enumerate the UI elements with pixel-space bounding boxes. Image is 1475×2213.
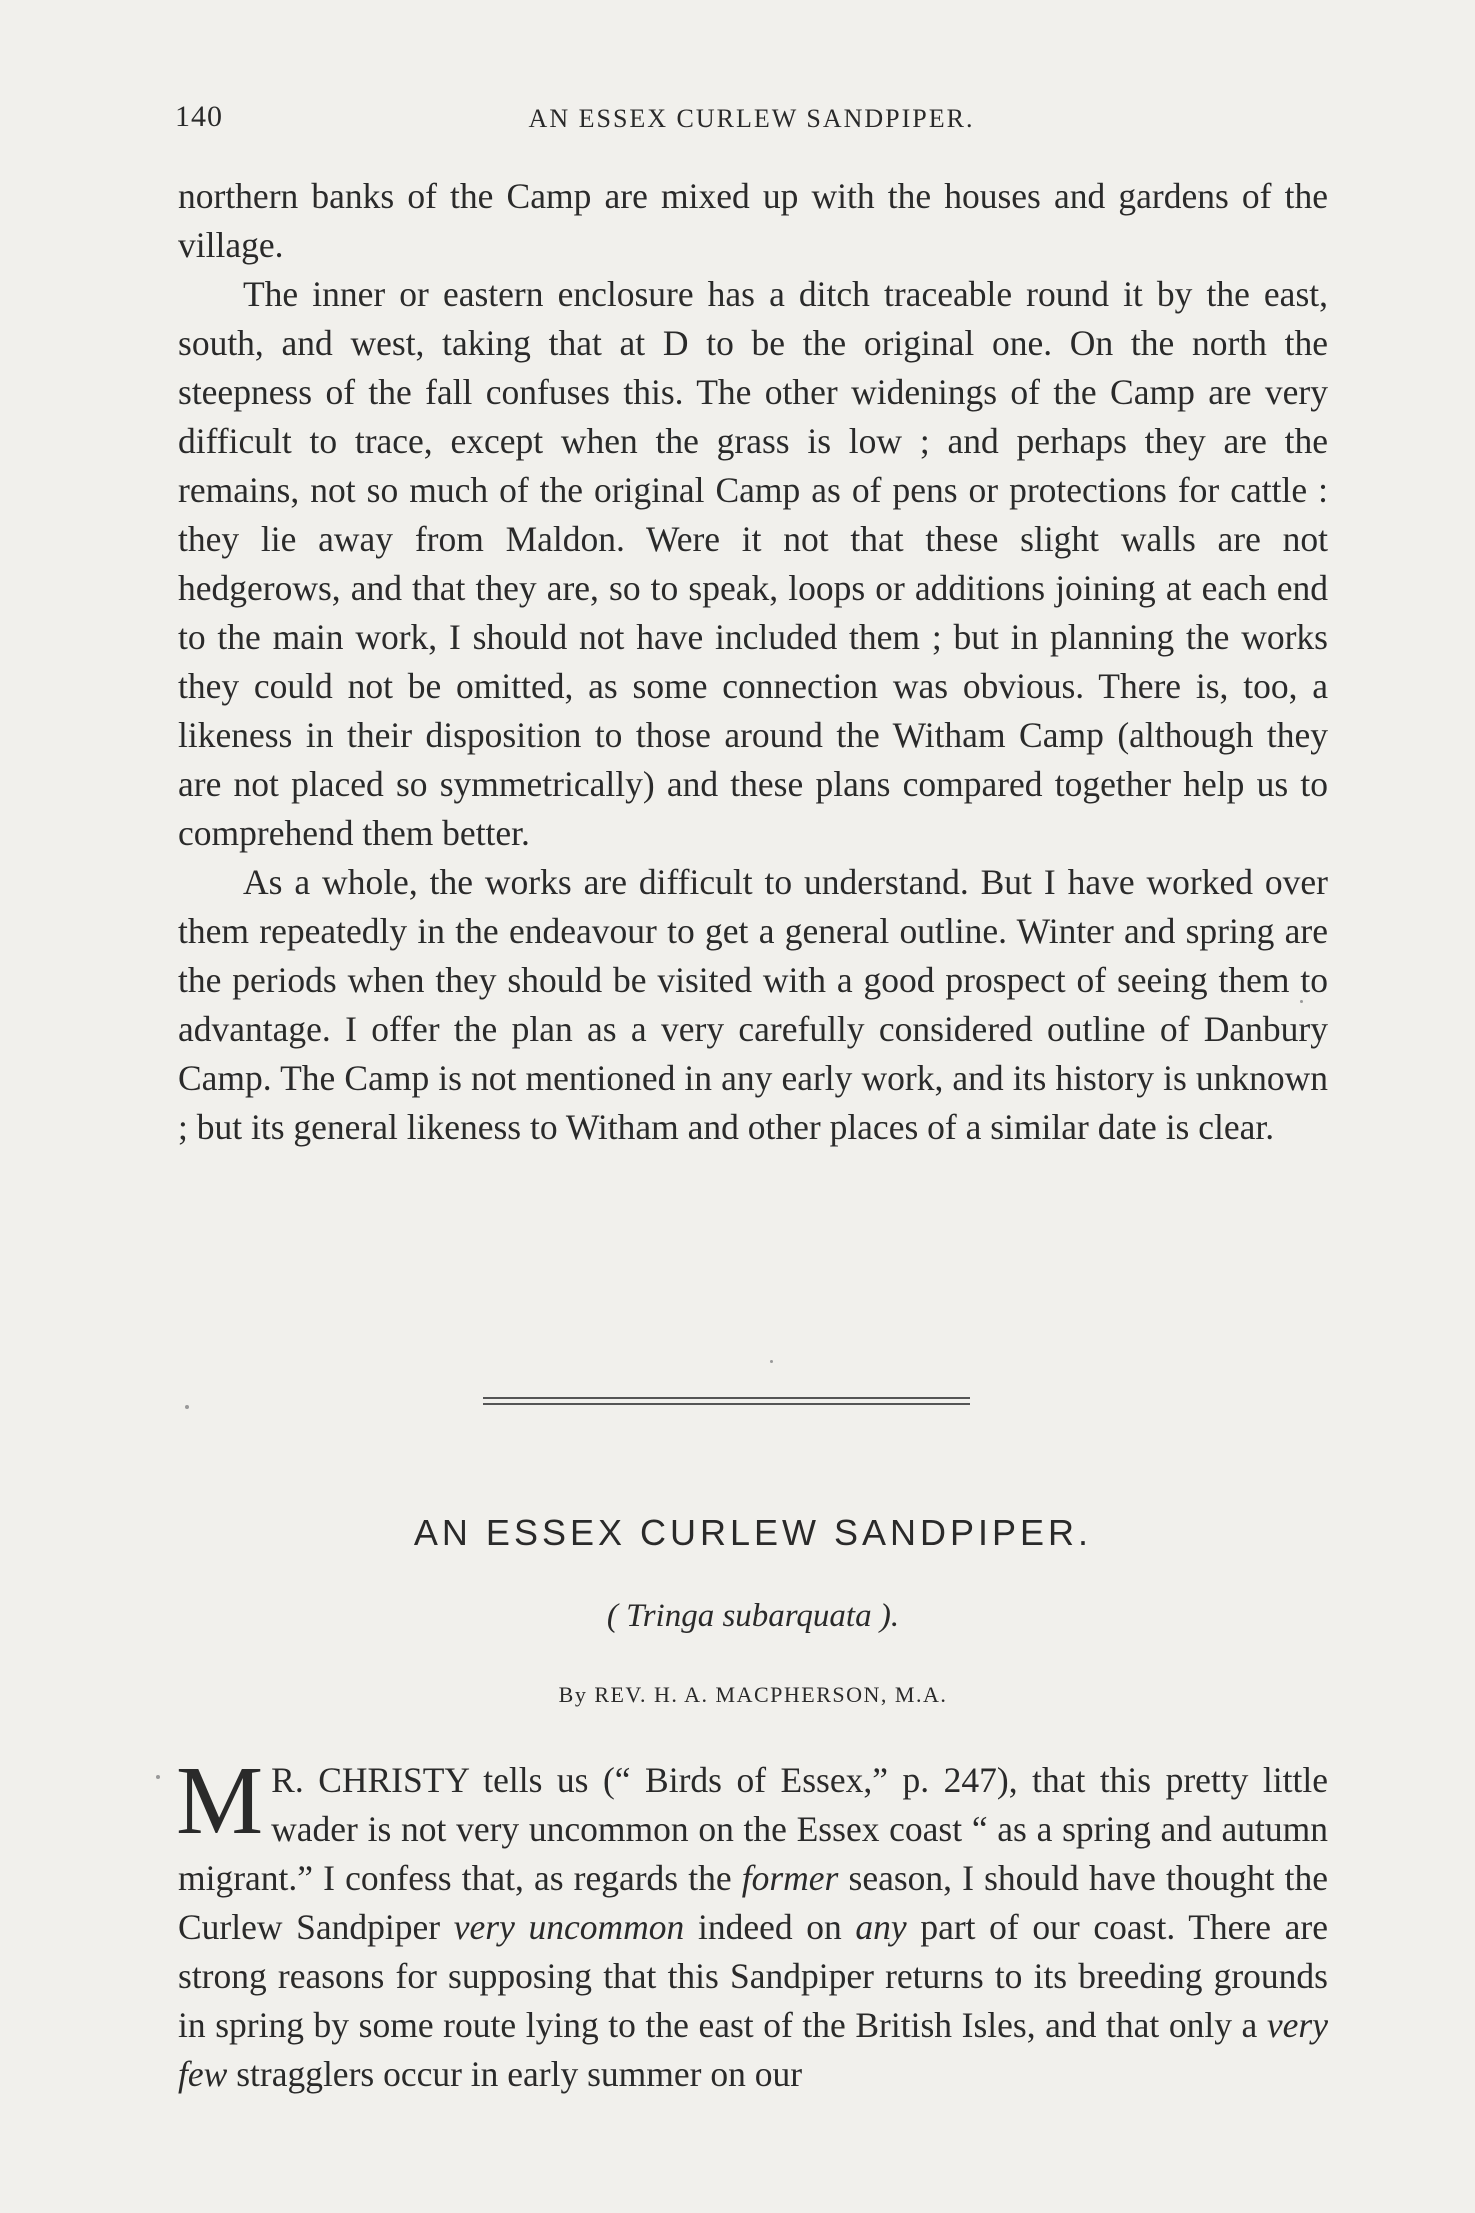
article-body bbox=[176, 1747, 1328, 2099]
article-byline: By REV. H. A. MACPHERSON, M.A. bbox=[558, 1682, 948, 1707]
text-run: indeed on bbox=[684, 1907, 856, 1947]
drop-cap: M bbox=[176, 1747, 264, 1855]
running-head bbox=[175, 100, 1328, 140]
paper-speck bbox=[156, 1775, 160, 1779]
italic-run: very few bbox=[178, 2005, 1328, 2094]
paper-speck bbox=[770, 1360, 773, 1363]
paragraph-continued: northern banks of the Camp are mixed up with the houses and gardens of the village. bbox=[178, 176, 1328, 265]
paper-speck bbox=[185, 1405, 189, 1409]
paragraph-inner-enclosure: The inner or eastern enclosure has a ditch traceable round it by the east, south, and west, taking that at D to be the original one. On the north the steepness of the fall confuses this. The other widenings of the Camp are very difficult to trace, except when the grass is low ; and perhaps they are the remains, not so much of the original Camp as of pens or protections for cattle : they lie away from Maldon. Were it not that these slight walls are not hedgerows, and that they are, so to speak, loops or additions joining at each end to the main work, I should not have included them ; but in planning the works they could not be omitted, as some connection was obvious. There is, too, a likeness in their disposition to those around the Witham Camp (although they are not placed so symmetrically) and these plans compared together help us to comprehend them better. bbox=[178, 274, 1328, 853]
italic-run: any bbox=[855, 1907, 907, 1947]
article-title: AN ESSEX CURLEW SANDPIPER. bbox=[413, 1512, 1093, 1553]
running-title: AN ESSEX CURLEW SANDPIPER. bbox=[528, 104, 975, 133]
page-number: 140 bbox=[175, 100, 223, 133]
text-run: season, I should have thought the Curlew Sandpiper bbox=[178, 1858, 1328, 1947]
text-run: stragglers occur in early summer on our bbox=[227, 2054, 803, 2094]
italic-run: very uncommon bbox=[453, 1907, 685, 1947]
paper-speck bbox=[1300, 1000, 1303, 1003]
text-run: part of our coast. There are strong reasons for supposing that this Sandpiper returns to its breeding grounds in spring by some route lying to the east of the British Isles, and that only a bbox=[178, 1907, 1328, 2045]
italic-run: former bbox=[741, 1858, 839, 1898]
opening-paragraph bbox=[176, 1747, 1328, 2099]
continued-article-text bbox=[178, 172, 1328, 1152]
text-run: R. CHRISTY tells us (“ Birds of Essex,” p. 247), that this pretty little wader is not very uncommon on the Essex coast “ as a spring and autumn migrant.” I confess that, as regards the bbox=[178, 1760, 1328, 1898]
paragraph-as-a-whole: As a whole, the works are difficult to understand. But I have worked over them repeatedly in the endeavour to get a general outline. Winter and spring are the periods when they should be visited with a good prospect of seeing them to advantage. I offer the plan as a very carefully considered outline of Danbury Camp. The Camp is not mentioned in any early work, and its history is unknown ; but its general likeness to Witham and other places of a similar date is clear. bbox=[178, 862, 1328, 1147]
article-subtitle: ( Tringa subarquata ). bbox=[606, 1598, 900, 1634]
section-divider-rule bbox=[483, 1397, 970, 1405]
